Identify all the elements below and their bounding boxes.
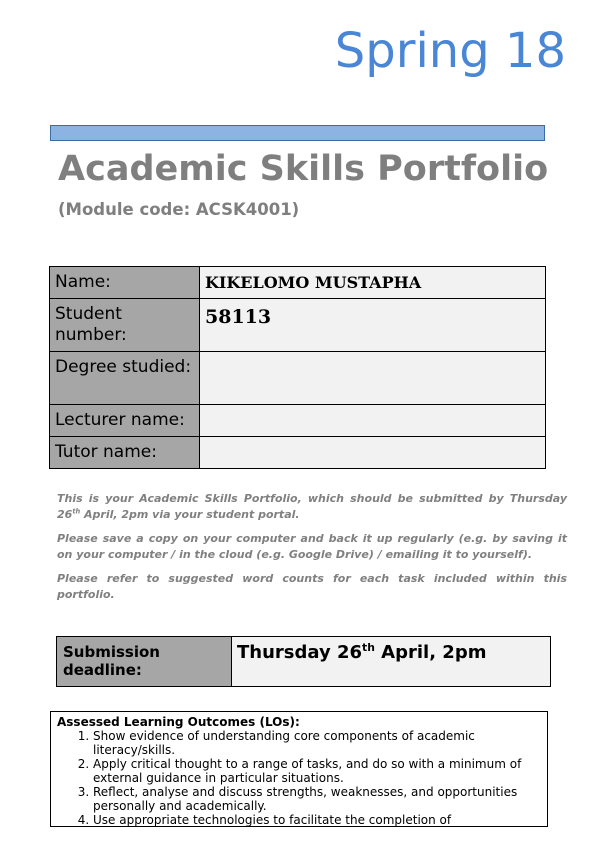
student-number-label: Student number: [50,299,200,352]
list-item: 4. Use appropriate technologies to facilitate the completion of [93,813,541,827]
document-title: Academic Skills Portfolio [58,149,549,189]
list-item: 2. Apply critical thought to a range of tasks, and do so with a minimum of external guidance in particular situations. [93,757,541,785]
lecturer-value[interactable] [200,405,546,437]
name-label: Name: [50,267,200,299]
tutor-label: Tutor name: [50,437,200,469]
learning-outcomes-box [50,711,548,827]
name-value[interactable]: KIKELOMO MUSTAPHA [200,267,546,299]
instruction-backup: Please save a copy on your computer and back it up regularly (e.g. by saving it on your computer / in the cloud (e.g. Google Drive) / emailing it to yourself). [57,532,567,561]
table-row [50,405,546,437]
instruction-word-counts: Please refer to suggested word counts for each task included within this portfolio. [57,572,567,601]
degree-label: Degree studied: [50,352,200,405]
table-row [57,637,551,687]
title-bar-divider [50,125,545,141]
term-heading: Spring 18 [334,23,566,79]
student-info-table [49,266,546,469]
deadline-table [56,636,551,687]
student-number-value[interactable]: 58113 [200,299,546,352]
learning-outcomes-list [57,729,541,827]
learning-outcomes-title: Assessed Learning Outcomes (LOs): [57,715,300,729]
lecturer-label: Lecturer name: [50,405,200,437]
table-row [50,437,546,469]
tutor-value[interactable] [200,437,546,469]
instructions [57,491,567,611]
degree-value[interactable] [200,352,546,405]
deadline-label: Submission deadline: [57,637,232,687]
table-row [50,299,546,352]
module-code: (Module code: ACSK4001) [58,200,300,219]
list-item: 1. Show evidence of understanding core components of academic literacy/skills. [93,729,541,757]
deadline-value: Thursday 26th April, 2pm [232,637,551,687]
table-row [50,352,546,405]
instruction-submission: This is your Academic Skills Portfolio, which should be submitted by Thursday 26th April, 2pm via your student portal. [57,492,567,521]
table-row [50,267,546,299]
list-item: 3. Reflect, analyse and discuss strengths, weaknesses, and opportunities personally and academically. [93,785,541,813]
